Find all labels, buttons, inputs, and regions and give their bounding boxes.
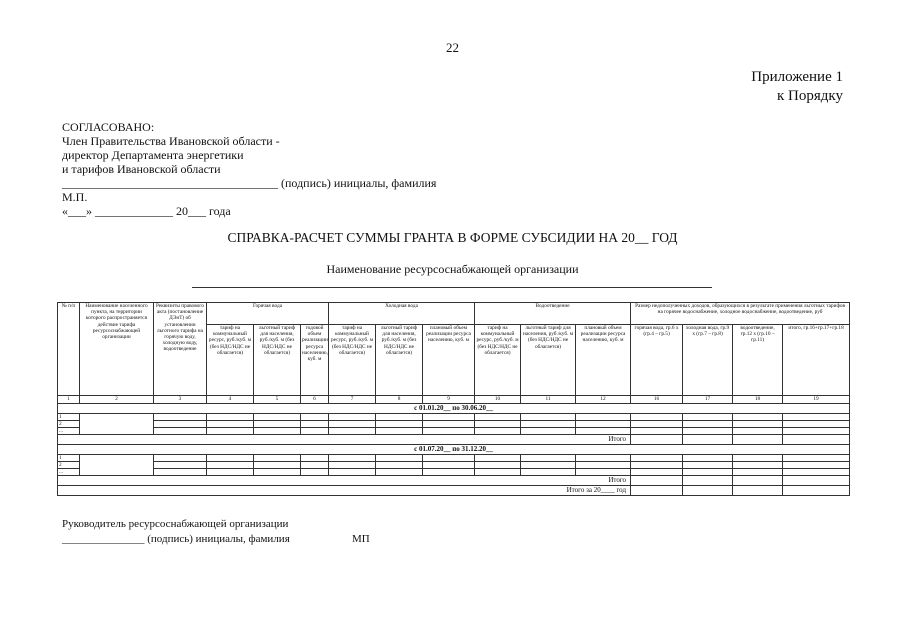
table-cell xyxy=(207,455,254,462)
table-cell xyxy=(154,421,207,428)
header-size-hot: горячая вода, гр.6 x (гр.4 – гр.5) xyxy=(631,325,683,396)
table-cell xyxy=(301,469,329,476)
table-cell xyxy=(521,428,576,435)
table-cell xyxy=(733,455,783,462)
subtotal-row-first-half xyxy=(58,435,850,445)
page-number: 22 xyxy=(446,40,459,55)
table-cell xyxy=(154,414,207,421)
table-cell xyxy=(631,428,683,435)
table-row xyxy=(58,469,850,476)
table-row xyxy=(58,421,850,428)
header-group-drainage: Водоотведение xyxy=(475,303,631,325)
table-cell xyxy=(783,455,850,462)
column-number: 17 xyxy=(683,396,733,404)
header-hot-volume: годовой объем реализации ресурса населению, куб. м xyxy=(301,325,329,396)
header-hot-preferential: льготный тариф для населения, руб./куб. м (без НДС/НДС не облагается) xyxy=(254,325,301,396)
table-cell xyxy=(733,421,783,428)
approval-heading: СОГЛАСОВАНО: xyxy=(62,120,155,134)
table-cell xyxy=(475,414,521,421)
header-legal-act: Реквизиты правового акта (постановление ДЭиТ) об установлении льготного тарифа на горячую воду, холодную воду, водоотведение xyxy=(154,303,207,396)
table-cell xyxy=(783,421,850,428)
table-cell xyxy=(683,476,733,486)
table-cell xyxy=(683,428,733,435)
header-cold-volume: плановый объем реализации ресурса населению, куб. м xyxy=(423,325,475,396)
table-cell xyxy=(423,421,475,428)
annex-reference xyxy=(751,68,843,106)
header-cold-tariff: тариф на коммунальный ресурс, руб./куб. м (без НДС/НДС не облагается) xyxy=(329,325,376,396)
table-cell xyxy=(631,414,683,421)
approval-date: «___» _____________ 20___ года xyxy=(62,204,231,218)
table-cell xyxy=(521,455,576,462)
header-group-cold-water: Холодная вода xyxy=(329,303,475,325)
column-number: 16 xyxy=(631,396,683,404)
footer-head-label: Руководитель ресурсоснабжающей организации xyxy=(62,518,289,530)
organization-name-line xyxy=(192,287,712,288)
table-cell xyxy=(783,428,850,435)
signature-block xyxy=(62,517,370,547)
table-cell xyxy=(576,455,631,462)
column-number: 12 xyxy=(576,396,631,404)
table-cell xyxy=(154,455,207,462)
table-cell xyxy=(475,421,521,428)
table-cell xyxy=(376,421,423,428)
approval-stamp: М.П. xyxy=(62,190,88,204)
header-group-hot-water: Горячая вода xyxy=(207,303,329,325)
column-number: 9 xyxy=(423,396,475,404)
table-cell xyxy=(631,435,683,445)
table-cell xyxy=(329,455,376,462)
period-first-half: с 01.01.20__ по 30.06.20__ xyxy=(58,404,850,414)
table-row xyxy=(58,414,850,421)
table-cell xyxy=(80,455,154,476)
column-number: 11 xyxy=(521,396,576,404)
table-cell xyxy=(154,428,207,435)
table-cell xyxy=(254,462,301,469)
column-number: 7 xyxy=(329,396,376,404)
calculation-table xyxy=(57,302,850,496)
table-cell xyxy=(521,469,576,476)
table-cell xyxy=(631,476,683,486)
header-size-cold: холодная вода, гр.9 x (гр.7 – гр.8) xyxy=(683,325,733,396)
column-number: 4 xyxy=(207,396,254,404)
table-cell xyxy=(301,462,329,469)
table-cell xyxy=(376,455,423,462)
column-number: 8 xyxy=(376,396,423,404)
table-cell xyxy=(423,462,475,469)
table-cell xyxy=(301,421,329,428)
table-cell xyxy=(254,455,301,462)
column-number: 6 xyxy=(301,396,329,404)
header-drain-preferential: льготный тариф для населения, руб./куб. м (без НДС/НДС не облагается) xyxy=(521,325,576,396)
table-cell xyxy=(683,462,733,469)
table-cell xyxy=(683,455,733,462)
period-row-second-half xyxy=(58,445,850,455)
table-cell xyxy=(376,462,423,469)
table-cell xyxy=(783,476,850,486)
approval-line-3: и тарифов Ивановской области xyxy=(62,162,221,176)
approval-line-1: Член Правительства Ивановской области - xyxy=(62,134,280,148)
approval-block xyxy=(62,120,436,218)
footer-stamp: МП xyxy=(352,533,370,545)
table-cell xyxy=(254,469,301,476)
column-number: 3 xyxy=(154,396,207,404)
annex-line-2: к Порядку xyxy=(777,88,843,104)
table-cell xyxy=(631,486,683,496)
column-number: 5 xyxy=(254,396,301,404)
table-cell xyxy=(423,414,475,421)
table-cell xyxy=(329,428,376,435)
table-cell xyxy=(301,414,329,421)
column-number: 2 xyxy=(80,396,154,404)
table-cell xyxy=(783,435,850,445)
table-cell xyxy=(521,462,576,469)
table-cell xyxy=(329,469,376,476)
table-cell xyxy=(207,469,254,476)
row-number: 2 xyxy=(58,421,80,428)
table-cell xyxy=(254,414,301,421)
table-cell xyxy=(783,462,850,469)
column-number: 10 xyxy=(475,396,521,404)
header-drain-volume: плановый объем реализации ресурса населению, куб. м xyxy=(576,325,631,396)
table-cell xyxy=(207,462,254,469)
table-cell xyxy=(301,455,329,462)
table-cell xyxy=(207,414,254,421)
table-cell xyxy=(475,455,521,462)
table-cell xyxy=(683,469,733,476)
table-cell xyxy=(733,428,783,435)
table-cell xyxy=(733,435,783,445)
document-title: СПРАВКА-РАСЧЕТ СУММЫ ГРАНТА В ФОРМЕ СУБСИДИИ НА 20__ ГОД xyxy=(227,230,678,245)
table-cell xyxy=(254,428,301,435)
table-cell xyxy=(576,414,631,421)
header-size-total: итого, гр.16+гр.17+гр.18 xyxy=(783,325,850,396)
total-year-label: Итого за 20____ год xyxy=(58,486,631,496)
table-cell xyxy=(631,462,683,469)
table-cell xyxy=(329,462,376,469)
table-cell xyxy=(631,455,683,462)
approval-line-2: директор Департамента энергетики xyxy=(62,148,244,162)
column-number: 1 xyxy=(58,396,80,404)
table-cell xyxy=(733,414,783,421)
table-cell xyxy=(733,462,783,469)
table-cell xyxy=(154,469,207,476)
header-hot-tariff: тариф на коммунальный ресурс, руб./куб. м (без НДС/НДС не облагается) xyxy=(207,325,254,396)
header-group-lost-income: Размер недополученных доходов, образующихся в результате применения льготных тарифов на горячее водоснабжение, холодное водоснабжение, водоотведение, руб xyxy=(631,303,850,325)
table-cell xyxy=(376,414,423,421)
table-cell xyxy=(80,414,154,435)
header-size-drain: водоотведение, гр.12 x (гр.10 – гр.11) xyxy=(733,325,783,396)
table-cell xyxy=(683,486,733,496)
table-cell xyxy=(683,421,733,428)
column-number: 19 xyxy=(783,396,850,404)
table-cell xyxy=(376,469,423,476)
table-cell xyxy=(783,486,850,496)
table-row xyxy=(58,462,850,469)
header-drain-tariff: тариф на коммунальный ресурс, руб./куб. м (без НДС/НДС не облагается) xyxy=(475,325,521,396)
table-cell xyxy=(576,428,631,435)
table-cell xyxy=(207,421,254,428)
total-year-row xyxy=(58,486,850,496)
row-number: ... xyxy=(58,469,80,476)
period-second-half: с 01.07.20__ по 31.12.20__ xyxy=(58,445,850,455)
table-cell xyxy=(521,414,576,421)
table-cell xyxy=(783,469,850,476)
subtotal-label: Итого xyxy=(58,435,631,445)
subtotal-row-second-half xyxy=(58,476,850,486)
table-cell xyxy=(631,469,683,476)
table-row xyxy=(58,428,850,435)
row-number: ... xyxy=(58,428,80,435)
table-cell xyxy=(301,428,329,435)
table-cell xyxy=(783,414,850,421)
table-cell xyxy=(631,421,683,428)
table-cell xyxy=(154,462,207,469)
table-cell xyxy=(576,469,631,476)
row-number: 1 xyxy=(58,455,80,462)
header-cold-preferential: льготный тариф для населения, руб./куб. м (без НДС/НДС не облагается) xyxy=(376,325,423,396)
table-cell xyxy=(207,428,254,435)
footer-signature: _______________ (подпись) инициалы, фамилия xyxy=(62,533,290,545)
table-cell xyxy=(733,469,783,476)
row-number: 2 xyxy=(58,462,80,469)
table-cell xyxy=(423,455,475,462)
row-number: 1 xyxy=(58,414,80,421)
header-settlement: Наименование населенного пункта, на территории которого распространяется действие тарифа ресурсоснабжающей организации xyxy=(80,303,154,396)
table-cell xyxy=(254,421,301,428)
table-cell xyxy=(576,462,631,469)
table-cell xyxy=(521,421,576,428)
table-cell xyxy=(376,428,423,435)
subtotal-label: Итого xyxy=(58,476,631,486)
organization-label: Наименование ресурсоснабжающей организации xyxy=(326,262,579,276)
table-cell xyxy=(733,486,783,496)
table-cell xyxy=(475,462,521,469)
column-number: 18 xyxy=(733,396,783,404)
table-cell xyxy=(683,435,733,445)
table-row xyxy=(58,455,850,462)
table-cell xyxy=(733,476,783,486)
table-cell xyxy=(683,414,733,421)
column-number-row xyxy=(58,396,850,404)
table-cell xyxy=(329,414,376,421)
annex-line-1: Приложение 1 xyxy=(751,69,843,85)
period-row-first-half xyxy=(58,404,850,414)
table-cell xyxy=(423,428,475,435)
table-cell xyxy=(475,469,521,476)
table-cell xyxy=(576,421,631,428)
approval-signature: ____________________________________ (подпись) инициалы, фамилия xyxy=(62,176,437,190)
table-cell xyxy=(475,428,521,435)
header-number: № п/п xyxy=(58,303,80,396)
table-cell xyxy=(423,469,475,476)
table-cell xyxy=(329,421,376,428)
